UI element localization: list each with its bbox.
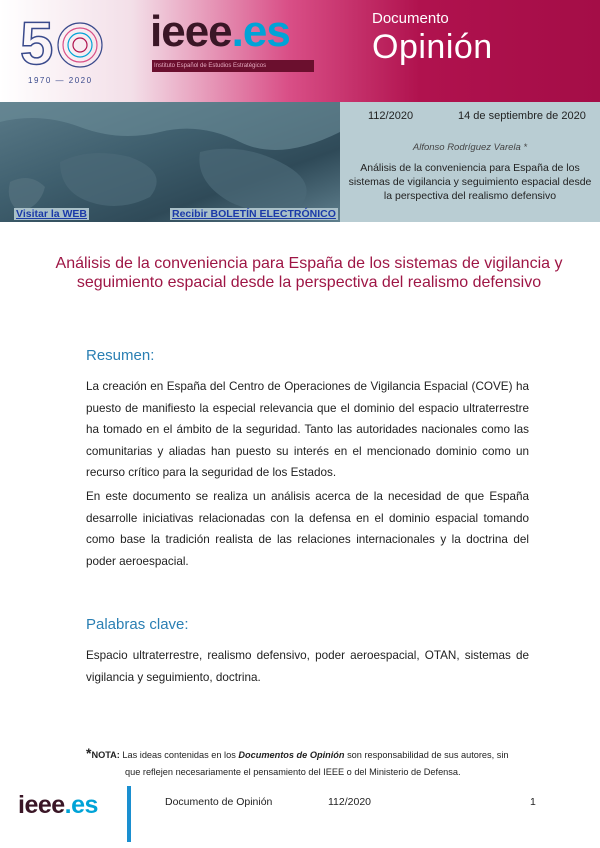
- abstract-paragraph-1: La creación en España del Centro de Operaciones de Vigilancia Espacial (COVE) ha puesto de manifiesto la especial relevancia que el dominio del espacio ultraterrestre ha tomado en el ámbito de la seguridad. Tanto las autoridades nacionales como las comunitarias y aliadas han puesto su interés en el mencionado dominio como un recurso crítico para la seguridad de los Estados.: [86, 380, 529, 479]
- footnote-line-2: que reflejen necesariamente el pensamiento del IEEE o del Ministerio de Defensa.: [125, 767, 461, 777]
- document-date: 14 de septiembre de 2020: [458, 110, 586, 122]
- footer-brand-logo: ieee.es: [18, 791, 98, 819]
- page-number: 1: [530, 796, 536, 808]
- document-title: Análisis de la conveniencia para España de los sistemas de vigilancia y seguimiento espacial desde la perspectiva del realismo defensivo: [55, 255, 563, 291]
- brand-subtitle: Instituto Español de Estudios Estratégicos: [152, 60, 314, 72]
- abstract-heading: Resumen:: [86, 347, 155, 364]
- footer-divider: [127, 786, 131, 842]
- keywords-text: Espacio ultraterrestre, realismo defensivo, poder aeroespacial, OTAN, sistemas de vigilancia y seguimiento, doctrina.: [86, 649, 529, 684]
- abstract-paragraph-2: En este documento se realiza un análisis acerca de la necesidad de que España desarrolle iniciativas relacionadas con la defensa en el dominio espacial tomando como base la tradición realista de las relaciones internacionales y la doctrina del poder aeroespacial.: [86, 490, 529, 568]
- svg-text:5: 5: [20, 10, 54, 77]
- footer-doc-label: Documento de Opinión: [165, 796, 273, 808]
- document-number: 112/2020: [368, 110, 414, 122]
- footer-number: 112/2020: [328, 796, 372, 808]
- brand-logo: ieee.es: [150, 7, 290, 56]
- visit-web-link[interactable]: Visitar la WEB: [16, 208, 87, 220]
- doc-type-top: Documento: [372, 10, 449, 27]
- box-short-title: Análisis de la conveniencia para España de los sistemas de vigilancia y seguimiento espacial desde la perspectiva del realismo defensivo: [348, 162, 592, 202]
- newsletter-link[interactable]: Recibir BOLETÍN ELECTRÓNICO: [172, 208, 336, 220]
- world-map-image: [0, 102, 340, 222]
- footnote-label: NOTA:: [91, 750, 120, 760]
- keywords-heading: Palabras clave:: [86, 616, 189, 633]
- header-banner: [0, 0, 600, 102]
- doc-type-main: Opinión: [372, 28, 493, 66]
- fifty-anniversary-logo: [18, 8, 114, 94]
- footnote: *NOTA: Las ideas contenidas en los Documentos de Opinión son responsabilidad de sus autores, sin que reflejen necesariamente el pensamiento del IEEE o del Ministerio de Defensa.: [86, 745, 556, 781]
- author-name: Alfonso Rodríguez Varela *: [412, 142, 528, 153]
- logo-years: 1970 — 2020: [28, 76, 93, 85]
